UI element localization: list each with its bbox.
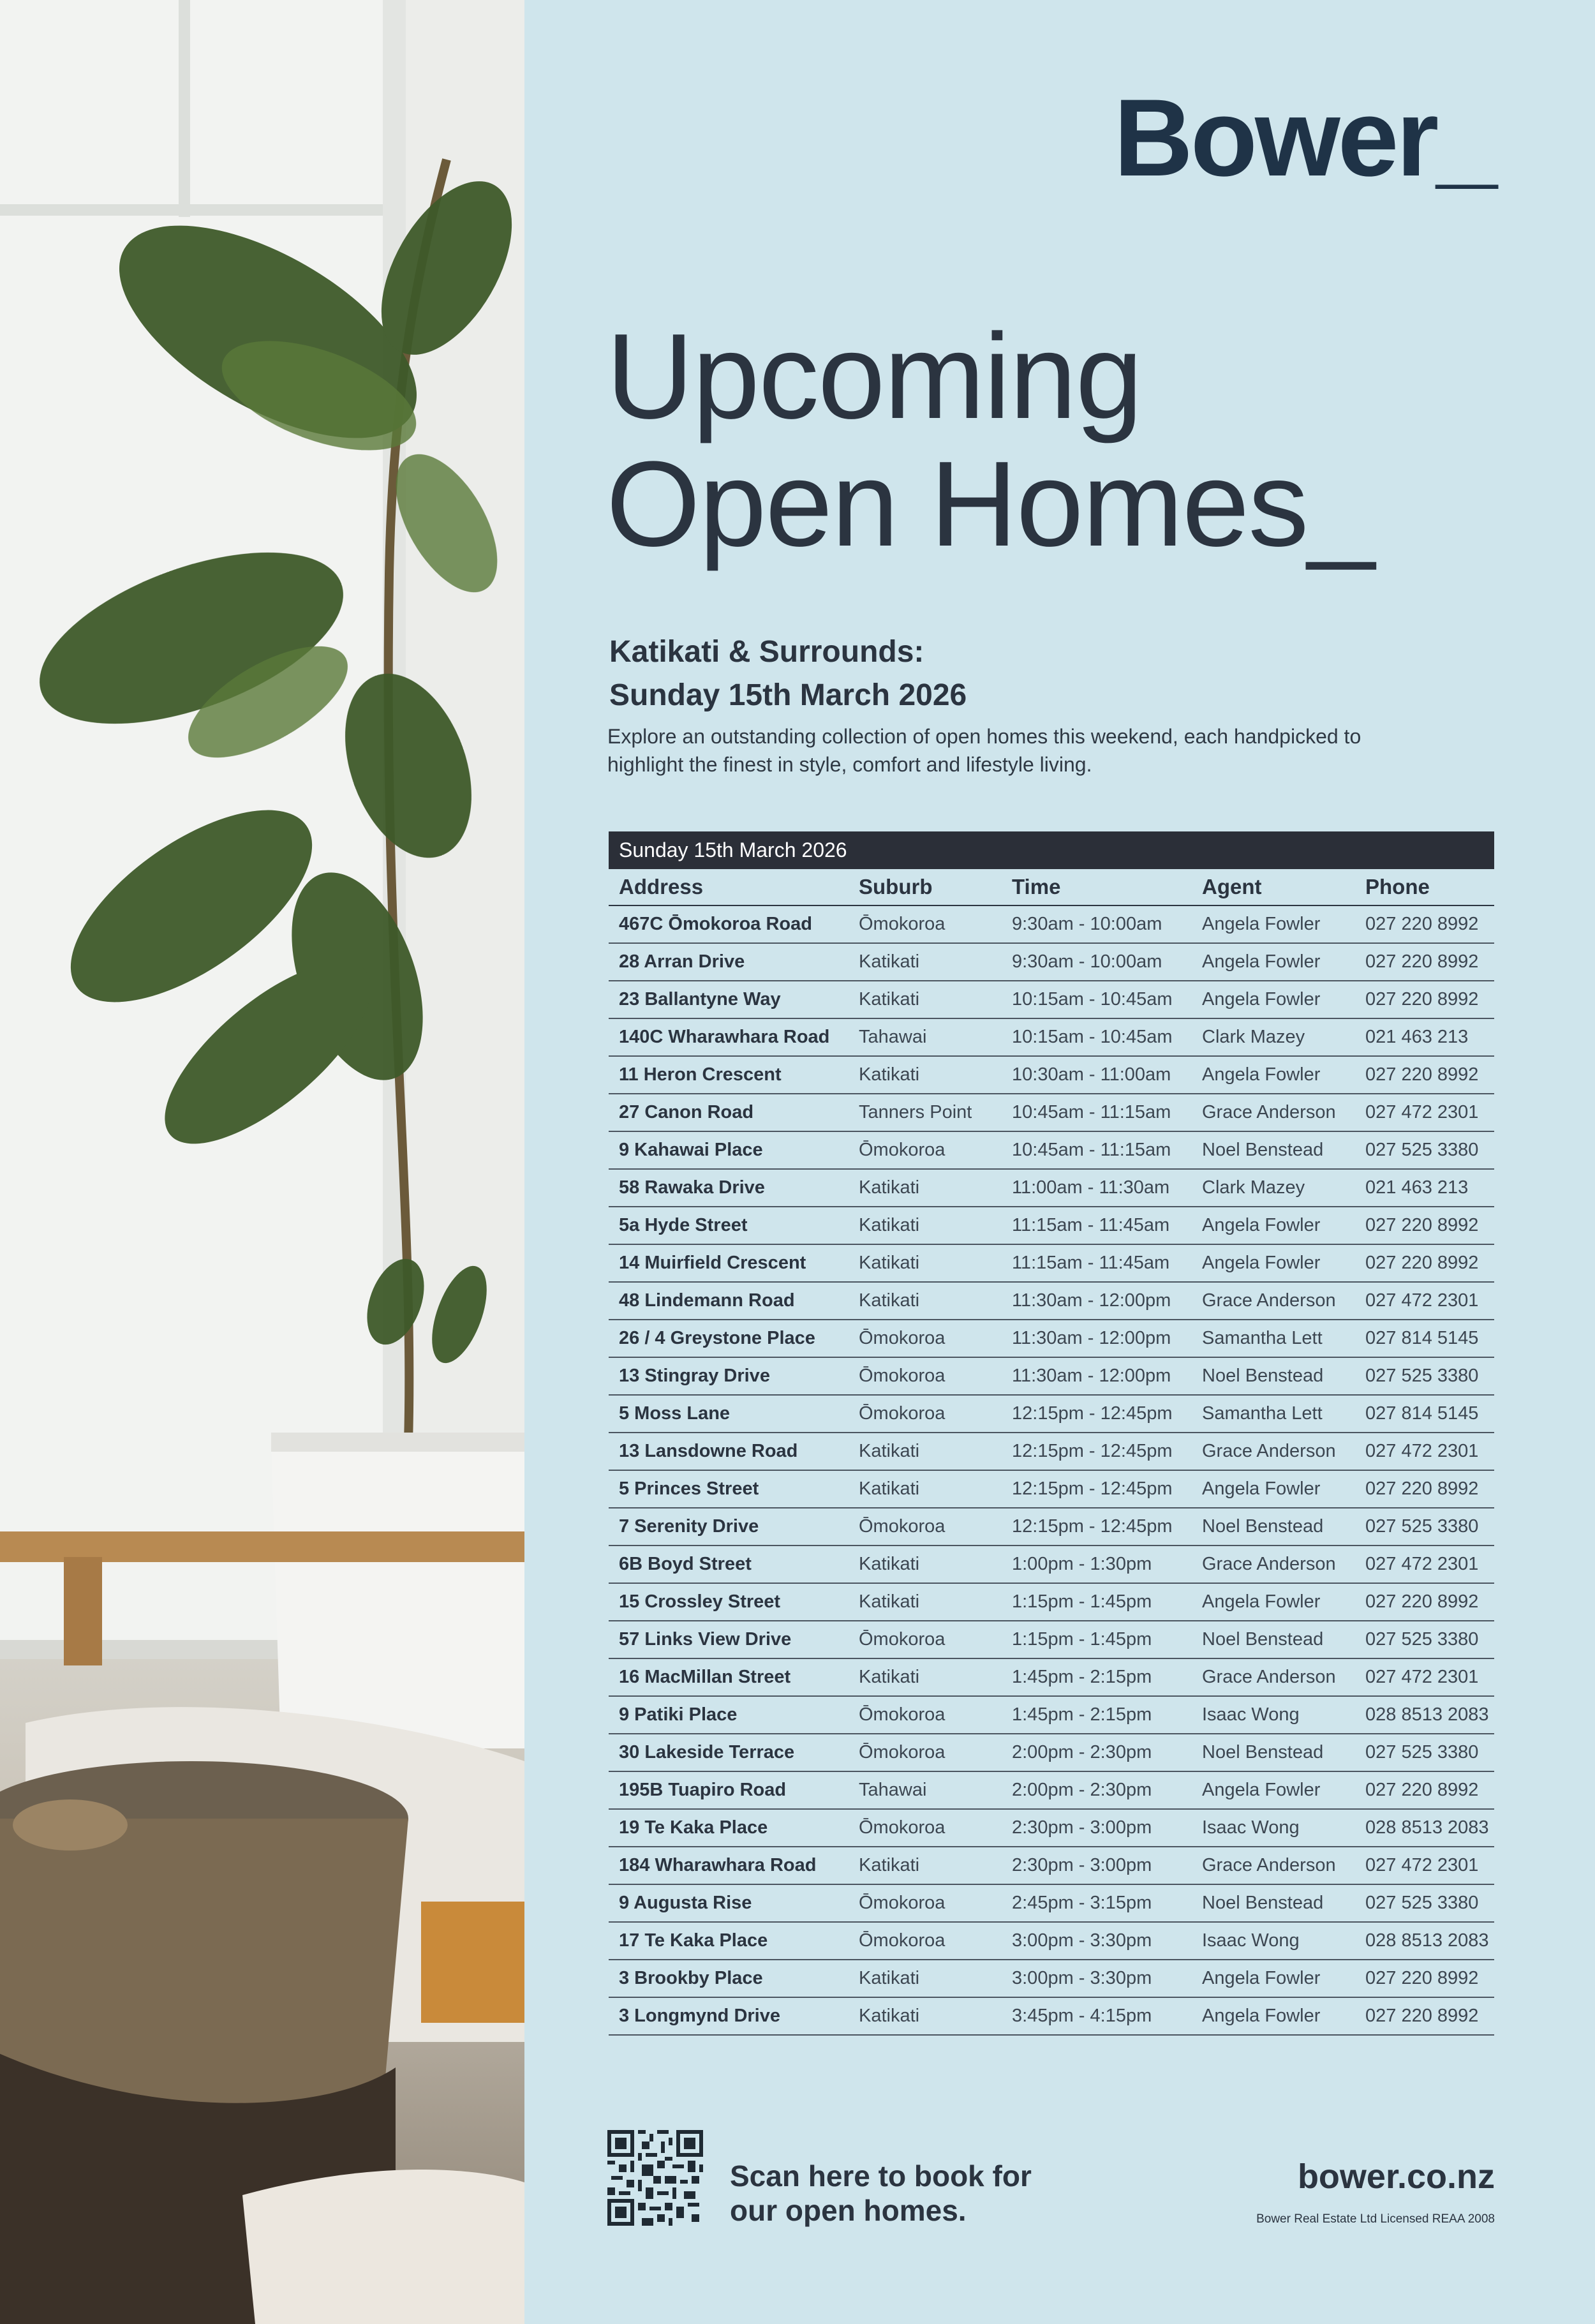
- cell-suburb: Katikati: [849, 1546, 1002, 1583]
- cell-suburb: Ōmokoroa: [849, 1621, 1002, 1658]
- cell-suburb: Ōmokoroa: [849, 1922, 1002, 1960]
- cell-time: 12:15pm - 12:45pm: [1002, 1470, 1192, 1508]
- cell-phone: 027 472 2301: [1355, 1282, 1494, 1320]
- cell-address: 3 Longmynd Drive: [609, 1997, 849, 2035]
- website-link[interactable]: bower.co.nz: [1297, 2157, 1495, 2196]
- cell-agent: Angela Fowler: [1192, 1960, 1355, 1997]
- cell-suburb: Katikati: [849, 1583, 1002, 1621]
- cell-suburb: Ōmokoroa: [849, 1131, 1002, 1169]
- event-subheading: [609, 630, 967, 717]
- cta-line-1: Scan here to book for: [730, 2159, 1032, 2193]
- cell-agent: Angela Fowler: [1192, 981, 1355, 1018]
- cell-address: 15 Crossley Street: [609, 1583, 849, 1621]
- cell-agent: Samantha Lett: [1192, 1395, 1355, 1433]
- cell-phone: 027 220 8992: [1355, 943, 1494, 981]
- cell-phone: 027 220 8992: [1355, 1997, 1494, 2035]
- cell-suburb: Katikati: [849, 1960, 1002, 1997]
- cell-address: 58 Rawaka Drive: [609, 1169, 849, 1207]
- table-row: [609, 981, 1494, 1018]
- table-row: [609, 1583, 1494, 1621]
- cell-time: 10:15am - 10:45am: [1002, 1018, 1192, 1056]
- cell-agent: Angela Fowler: [1192, 1771, 1355, 1809]
- bower-logo: Bower_: [1113, 77, 1495, 199]
- cell-time: 9:30am - 10:00am: [1002, 943, 1192, 981]
- cell-suburb: Katikati: [849, 1056, 1002, 1094]
- cell-address: 30 Lakeside Terrace: [609, 1734, 849, 1771]
- cell-address: 14 Muirfield Crescent: [609, 1244, 849, 1282]
- cell-time: 9:30am - 10:00am: [1002, 905, 1192, 943]
- cell-phone: 027 220 8992: [1355, 1960, 1494, 1997]
- table-row: [609, 1282, 1494, 1320]
- cell-time: 2:00pm - 2:30pm: [1002, 1734, 1192, 1771]
- cell-address: 28 Arran Drive: [609, 943, 849, 981]
- cell-agent: Grace Anderson: [1192, 1847, 1355, 1884]
- cell-address: 140C Wharawhara Road: [609, 1018, 849, 1056]
- cell-time: 1:45pm - 2:15pm: [1002, 1658, 1192, 1696]
- col-header-address: Address: [609, 869, 849, 905]
- cell-suburb: Tahawai: [849, 1771, 1002, 1809]
- table-row: [609, 905, 1494, 943]
- cell-address: 184 Wharawhara Road: [609, 1847, 849, 1884]
- cell-address: 57 Links View Drive: [609, 1621, 849, 1658]
- cell-agent: Noel Benstead: [1192, 1131, 1355, 1169]
- cell-agent: Isaac Wong: [1192, 1696, 1355, 1734]
- col-header-phone: Phone: [1355, 869, 1494, 905]
- cell-time: 10:30am - 11:00am: [1002, 1056, 1192, 1094]
- cell-time: 12:15pm - 12:45pm: [1002, 1433, 1192, 1470]
- cell-address: 23 Ballantyne Way: [609, 981, 849, 1018]
- cell-address: 467C Ōmokoroa Road: [609, 905, 849, 943]
- cell-time: 11:30am - 12:00pm: [1002, 1320, 1192, 1357]
- cell-time: 1:15pm - 1:45pm: [1002, 1583, 1192, 1621]
- cell-agent: Isaac Wong: [1192, 1922, 1355, 1960]
- cell-suburb: Ōmokoroa: [849, 905, 1002, 943]
- open-homes-table: [609, 869, 1494, 2036]
- table-row: [609, 1470, 1494, 1508]
- table-row: [609, 1621, 1494, 1658]
- cell-time: 1:00pm - 1:30pm: [1002, 1546, 1192, 1583]
- cell-suburb: Tanners Point: [849, 1094, 1002, 1131]
- cell-time: 3:00pm - 3:30pm: [1002, 1960, 1192, 1997]
- cell-suburb: Katikati: [849, 1169, 1002, 1207]
- cell-phone: 027 472 2301: [1355, 1658, 1494, 1696]
- cell-suburb: Katikati: [849, 1433, 1002, 1470]
- cell-suburb: Ōmokoroa: [849, 1320, 1002, 1357]
- table-row: [609, 1960, 1494, 1997]
- cell-phone: 027 220 8992: [1355, 981, 1494, 1018]
- cell-suburb: Katikati: [849, 1244, 1002, 1282]
- cell-suburb: Ōmokoroa: [849, 1357, 1002, 1395]
- table-row: [609, 1433, 1494, 1470]
- cell-time: 11:15am - 11:45am: [1002, 1207, 1192, 1244]
- table-row: [609, 1922, 1494, 1960]
- cell-phone: 027 525 3380: [1355, 1734, 1494, 1771]
- cell-phone: 027 525 3380: [1355, 1621, 1494, 1658]
- cell-phone: 028 8513 2083: [1355, 1809, 1494, 1847]
- cell-suburb: Katikati: [849, 981, 1002, 1018]
- cell-phone: 027 220 8992: [1355, 1583, 1494, 1621]
- cell-address: 13 Lansdowne Road: [609, 1433, 849, 1470]
- cell-phone: 027 525 3380: [1355, 1508, 1494, 1546]
- cell-phone: 027 472 2301: [1355, 1546, 1494, 1583]
- table-row: [609, 1884, 1494, 1922]
- cell-address: 6B Boyd Street: [609, 1546, 849, 1583]
- intro-line-2: highlight the finest in style, comfort and lifestyle living.: [607, 753, 1092, 776]
- cell-agent: Angela Fowler: [1192, 1583, 1355, 1621]
- cell-agent: Noel Benstead: [1192, 1621, 1355, 1658]
- cell-time: 10:45am - 11:15am: [1002, 1131, 1192, 1169]
- table-row: [609, 1094, 1494, 1131]
- table-row: [609, 1320, 1494, 1357]
- cell-time: 11:30am - 12:00pm: [1002, 1357, 1192, 1395]
- cell-suburb: Ōmokoroa: [849, 1809, 1002, 1847]
- cell-agent: Angela Fowler: [1192, 943, 1355, 981]
- cell-address: 26 / 4 Greystone Place: [609, 1320, 849, 1357]
- cell-agent: Noel Benstead: [1192, 1734, 1355, 1771]
- cell-suburb: Tahawai: [849, 1018, 1002, 1056]
- cell-agent: Angela Fowler: [1192, 1056, 1355, 1094]
- cell-phone: 021 463 213: [1355, 1018, 1494, 1056]
- cell-time: 10:15am - 10:45am: [1002, 981, 1192, 1018]
- cell-address: 48 Lindemann Road: [609, 1282, 849, 1320]
- cta-line-2: our open homes.: [730, 2194, 967, 2227]
- cell-phone: 027 525 3380: [1355, 1131, 1494, 1169]
- cell-time: 1:15pm - 1:45pm: [1002, 1621, 1192, 1658]
- cell-phone: 027 814 5145: [1355, 1395, 1494, 1433]
- cell-agent: Grace Anderson: [1192, 1433, 1355, 1470]
- cell-suburb: Ōmokoroa: [849, 1508, 1002, 1546]
- cell-address: 9 Patiki Place: [609, 1696, 849, 1734]
- cell-phone: 027 220 8992: [1355, 1207, 1494, 1244]
- cell-address: 9 Kahawai Place: [609, 1131, 849, 1169]
- cell-phone: 028 8513 2083: [1355, 1922, 1494, 1960]
- cell-agent: Clark Mazey: [1192, 1169, 1355, 1207]
- cell-agent: Noel Benstead: [1192, 1508, 1355, 1546]
- cell-suburb: Ōmokoroa: [849, 1734, 1002, 1771]
- cell-phone: 027 472 2301: [1355, 1094, 1494, 1131]
- table-row: [609, 1244, 1494, 1282]
- cell-address: 16 MacMillan Street: [609, 1658, 849, 1696]
- cell-time: 3:45pm - 4:15pm: [1002, 1997, 1192, 2035]
- table-row: [609, 1056, 1494, 1094]
- cell-phone: 027 525 3380: [1355, 1884, 1494, 1922]
- cell-agent: Grace Anderson: [1192, 1658, 1355, 1696]
- cell-phone: 027 472 2301: [1355, 1847, 1494, 1884]
- cell-address: 13 Stingray Drive: [609, 1357, 849, 1395]
- table-header-row: [609, 869, 1494, 905]
- page-title: [606, 309, 1374, 572]
- title-line-2: Open Homes_: [606, 436, 1374, 572]
- cell-address: 3 Brookby Place: [609, 1960, 849, 1997]
- license-text: Bower Real Estate Ltd Licensed REAA 2008: [1256, 2212, 1495, 2226]
- table-row: [609, 1508, 1494, 1546]
- cell-address: 5 Moss Lane: [609, 1395, 849, 1433]
- table-row: [609, 1847, 1494, 1884]
- cell-phone: 027 472 2301: [1355, 1433, 1494, 1470]
- cell-address: 17 Te Kaka Place: [609, 1922, 849, 1960]
- open-homes-schedule: [609, 831, 1494, 2036]
- cell-suburb: Katikati: [849, 1847, 1002, 1884]
- cell-address: 19 Te Kaka Place: [609, 1809, 849, 1847]
- cell-address: 5 Princes Street: [609, 1470, 849, 1508]
- cell-agent: Grace Anderson: [1192, 1546, 1355, 1583]
- schedule-date-band: Sunday 15th March 2026: [609, 831, 1494, 869]
- cell-suburb: Ōmokoroa: [849, 1884, 1002, 1922]
- cell-phone: 028 8513 2083: [1355, 1696, 1494, 1734]
- cell-suburb: Ōmokoroa: [849, 1696, 1002, 1734]
- cell-agent: Grace Anderson: [1192, 1094, 1355, 1131]
- table-row: [609, 1207, 1494, 1244]
- cell-suburb: Ōmokoroa: [849, 1395, 1002, 1433]
- cell-agent: Grace Anderson: [1192, 1282, 1355, 1320]
- table-row: [609, 1658, 1494, 1696]
- location-line: Katikati & Surrounds:: [609, 635, 924, 669]
- table-row: [609, 1734, 1494, 1771]
- col-header-suburb: Suburb: [849, 869, 1002, 905]
- cell-agent: Noel Benstead: [1192, 1357, 1355, 1395]
- cell-agent: Isaac Wong: [1192, 1809, 1355, 1847]
- cell-time: 11:30am - 12:00pm: [1002, 1282, 1192, 1320]
- cell-agent: Angela Fowler: [1192, 1470, 1355, 1508]
- cell-phone: 027 220 8992: [1355, 1056, 1494, 1094]
- cell-phone: 021 463 213: [1355, 1169, 1494, 1207]
- table-body: [609, 905, 1494, 2035]
- table-row: [609, 1771, 1494, 1809]
- cell-phone: 027 525 3380: [1355, 1357, 1494, 1395]
- table-row: [609, 1131, 1494, 1169]
- cell-agent: Angela Fowler: [1192, 1207, 1355, 1244]
- intro-paragraph: [607, 722, 1513, 778]
- cell-phone: 027 220 8992: [1355, 1470, 1494, 1508]
- col-header-time: Time: [1002, 869, 1192, 905]
- cell-time: 2:30pm - 3:00pm: [1002, 1847, 1192, 1884]
- table-row: [609, 1018, 1494, 1056]
- interior-photo: [0, 0, 524, 2324]
- cell-agent: Clark Mazey: [1192, 1018, 1355, 1056]
- cell-address: 9 Augusta Rise: [609, 1884, 849, 1922]
- cell-phone: 027 220 8992: [1355, 1244, 1494, 1282]
- col-header-agent: Agent: [1192, 869, 1355, 905]
- cell-time: 2:45pm - 3:15pm: [1002, 1884, 1192, 1922]
- cell-time: 1:45pm - 2:15pm: [1002, 1696, 1192, 1734]
- cell-phone: 027 220 8992: [1355, 905, 1494, 943]
- table-row: [609, 1809, 1494, 1847]
- table-row: [609, 1357, 1494, 1395]
- cell-time: 10:45am - 11:15am: [1002, 1094, 1192, 1131]
- cell-address: 27 Canon Road: [609, 1094, 849, 1131]
- cell-time: 2:00pm - 2:30pm: [1002, 1771, 1192, 1809]
- cell-agent: Samantha Lett: [1192, 1320, 1355, 1357]
- table-row: [609, 1696, 1494, 1734]
- cell-address: 5a Hyde Street: [609, 1207, 849, 1244]
- cell-time: 3:00pm - 3:30pm: [1002, 1922, 1192, 1960]
- intro-line-1: Explore an outstanding collection of open homes this weekend, each handpicked to: [607, 725, 1361, 748]
- table-row: [609, 1395, 1494, 1433]
- cell-suburb: Katikati: [849, 1470, 1002, 1508]
- cell-time: 11:00am - 11:30am: [1002, 1169, 1192, 1207]
- cell-suburb: Katikati: [849, 1282, 1002, 1320]
- cell-suburb: Katikati: [849, 1658, 1002, 1696]
- cell-address: 7 Serenity Drive: [609, 1508, 849, 1546]
- cell-agent: Angela Fowler: [1192, 1244, 1355, 1282]
- qr-code[interactable]: [607, 2130, 703, 2226]
- table-row: [609, 943, 1494, 981]
- cell-suburb: Katikati: [849, 943, 1002, 981]
- cell-address: 195B Tuapiro Road: [609, 1771, 849, 1809]
- cell-phone: 027 814 5145: [1355, 1320, 1494, 1357]
- cell-time: 12:15pm - 12:45pm: [1002, 1508, 1192, 1546]
- date-line: Sunday 15th March 2026: [609, 678, 967, 712]
- cell-agent: Angela Fowler: [1192, 1997, 1355, 2035]
- cell-suburb: Katikati: [849, 1997, 1002, 2035]
- cell-agent: Noel Benstead: [1192, 1884, 1355, 1922]
- cell-agent: Angela Fowler: [1192, 905, 1355, 943]
- cell-time: 2:30pm - 3:00pm: [1002, 1809, 1192, 1847]
- booking-cta: [730, 2159, 1032, 2228]
- cell-time: 12:15pm - 12:45pm: [1002, 1395, 1192, 1433]
- cell-address: 11 Heron Crescent: [609, 1056, 849, 1094]
- title-line-1: Upcoming: [606, 309, 1142, 444]
- table-row: [609, 1546, 1494, 1583]
- table-row: [609, 1169, 1494, 1207]
- cell-phone: 027 220 8992: [1355, 1771, 1494, 1809]
- cell-suburb: Katikati: [849, 1207, 1002, 1244]
- cell-time: 11:15am - 11:45am: [1002, 1244, 1192, 1282]
- table-row: [609, 1997, 1494, 2035]
